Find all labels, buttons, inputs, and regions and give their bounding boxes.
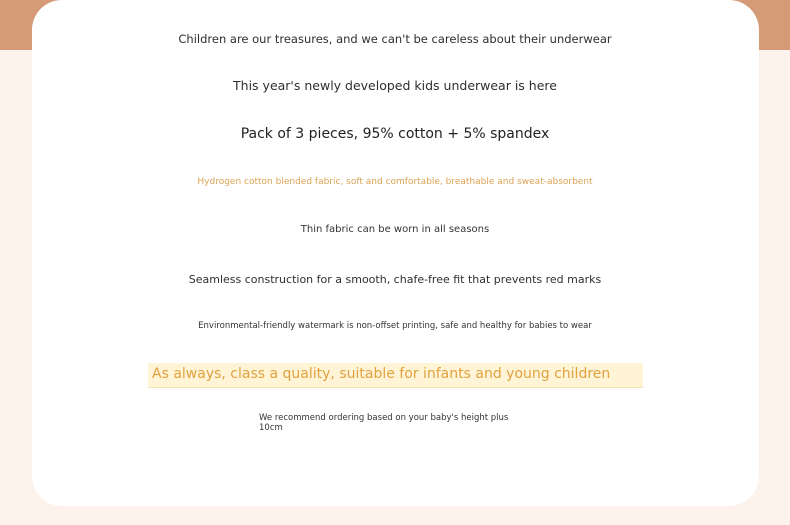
seamless-line: Seamless construction for a smooth, chafe-free fit that prevents red marks xyxy=(188,273,602,286)
treasures-line: Children are our treasures, and we can't be careless about their underwear xyxy=(178,32,612,46)
thin-fabric-line: Thin fabric can be worn in all seasons xyxy=(300,224,490,235)
quality-highlight-text: As always, class a quality, suitable for infants and young children xyxy=(152,366,611,382)
size-recommendation-note: We recommend ordering based on your baby's height plus 10cm xyxy=(259,413,509,433)
hydrogen-cotton-line: Hydrogen cotton blended fabric, soft and comfortable, breathable and sweat-absorbent xyxy=(197,177,593,187)
watermark-line: Environmental-friendly watermark is non-offset printing, safe and healthy for babies to wear xyxy=(198,321,592,331)
pack-line: Pack of 3 pieces, 95% cotton + 5% spandex xyxy=(240,126,550,142)
newly-developed-line: This year's newly developed kids underwear is here xyxy=(233,78,557,93)
